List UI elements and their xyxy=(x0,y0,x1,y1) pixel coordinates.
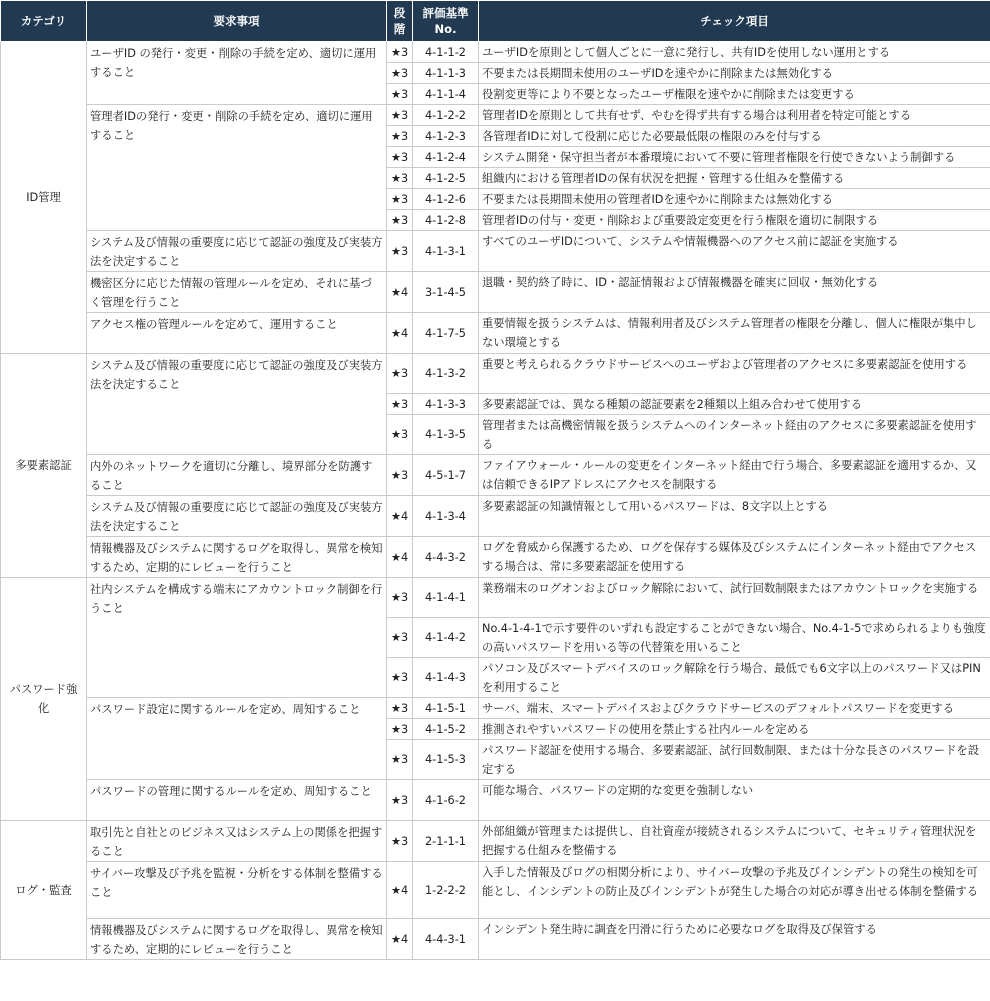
criteria-no-cell: 4-1-5-1 xyxy=(413,698,479,719)
table-row xyxy=(1,42,990,63)
check-item-cell: 多要素認証では、異なる種類の認証要素を2種類以上組み合わせて使用する xyxy=(479,394,990,415)
table-row xyxy=(1,821,990,862)
check-item-cell: No.4-1-4-1で示す要件のいずれも設定することができない場合、No.4-1-5で求められるよりも強度の高いパスワードを用いる等の代替策を用いること xyxy=(479,618,990,658)
criteria-no-cell: 4-1-2-6 xyxy=(413,189,479,210)
requirement-cell: システム及び情報の重要度に応じて認証の強度及び実装方法を決定すること xyxy=(87,496,387,537)
requirement-cell: ユーザID の発行・変更・削除の手続を定め、適切に運用すること xyxy=(87,42,387,105)
header-category: カテゴリ xyxy=(1,1,87,42)
table-row xyxy=(1,105,990,126)
category-cell: 多要素認証 xyxy=(1,354,87,578)
criteria-no-cell: 4-1-3-2 xyxy=(413,354,479,394)
level-cell: ★3 xyxy=(387,658,413,698)
criteria-no-cell: 4-1-3-4 xyxy=(413,496,479,537)
level-cell: ★3 xyxy=(387,63,413,84)
check-item-cell: ファイアウォール・ルールの変更をインターネット経由で行う場合、多要素認証を適用するか、又は信頼できるIPアドレスにアクセスを制限する xyxy=(479,455,990,496)
criteria-no-cell: 4-1-2-3 xyxy=(413,126,479,147)
criteria-no-cell: 4-4-3-1 xyxy=(413,919,479,960)
requirement-cell: 取引先と自社とのビジネス又はシステム上の関係を把握すること xyxy=(87,821,387,862)
criteria-no-cell: 4-1-1-3 xyxy=(413,63,479,84)
level-cell: ★3 xyxy=(387,821,413,862)
level-cell: ★3 xyxy=(387,84,413,105)
criteria-no-cell: 3-1-4-5 xyxy=(413,272,479,313)
check-item-cell: 業務端末のログオンおよびロック解除において、試行回数制限またはアカウントロックを実施する xyxy=(479,578,990,618)
check-item-cell: 不要または長期間未使用のユーザIDを速やかに削除または無効化する xyxy=(479,63,990,84)
level-cell: ★3 xyxy=(387,231,413,272)
criteria-no-cell: 4-5-1-7 xyxy=(413,455,479,496)
check-item-cell: システム開発・保守担当者が本番環境において不要に管理者権限を行使できないよう制御する xyxy=(479,147,990,168)
level-cell: ★4 xyxy=(387,272,413,313)
check-item-cell: 各管理者IDに対して役割に応じた必要最低限の権限のみを付与する xyxy=(479,126,990,147)
level-cell: ★4 xyxy=(387,313,413,354)
category-cell: パスワード強化 xyxy=(1,578,87,821)
level-cell: ★3 xyxy=(387,147,413,168)
level-cell: ★3 xyxy=(387,740,413,780)
table-header xyxy=(1,1,990,42)
level-cell: ★4 xyxy=(387,862,413,919)
check-item-cell: 管理者または高機密情報を扱うシステムへのインターネット経由のアクセスに多要素認証を使用する xyxy=(479,415,990,455)
criteria-no-cell: 4-1-1-4 xyxy=(413,84,479,105)
check-item-cell: 推測されやすいパスワードの使用を禁止する社内ルールを定める xyxy=(479,719,990,740)
level-cell: ★3 xyxy=(387,719,413,740)
requirement-cell: システム及び情報の重要度に応じて認証の強度及び実装方法を決定すること xyxy=(87,231,387,272)
criteria-no-cell: 4-1-2-4 xyxy=(413,147,479,168)
criteria-no-cell: 2-1-1-1 xyxy=(413,821,479,862)
criteria-no-cell: 4-1-3-1 xyxy=(413,231,479,272)
check-item-cell: 管理者IDの付与・変更・削除および重要設定変更を行う権限を適切に制限する xyxy=(479,210,990,231)
criteria-no-cell: 4-1-4-2 xyxy=(413,618,479,658)
table-row xyxy=(1,537,990,578)
criteria-no-cell: 4-4-3-2 xyxy=(413,537,479,578)
criteria-no-cell: 4-1-4-1 xyxy=(413,578,479,618)
table-row xyxy=(1,496,990,537)
check-item-cell: 可能な場合、パスワードの定期的な変更を強制しない xyxy=(479,780,990,821)
requirement-cell: 社内システムを構成する端末にアカウントロック制御を行うこと xyxy=(87,578,387,698)
level-cell: ★3 xyxy=(387,455,413,496)
requirement-cell: 機密区分に応じた情報の管理ルールを定め、それに基づく管理を行うこと xyxy=(87,272,387,313)
check-item-cell: 重要情報を扱うシステムは、情報利用者及びシステム管理者の権限を分離し、個人に権限が集中しない環境とする xyxy=(479,313,990,354)
check-item-cell: パソコン及びスマートデバイスのロック解除を行う場合、最低でも6文字以上のパスワード又はPINを利用すること xyxy=(479,658,990,698)
header-level: 段階 xyxy=(387,1,413,42)
criteria-no-cell: 4-1-3-3 xyxy=(413,394,479,415)
criteria-no-cell: 4-1-7-5 xyxy=(413,313,479,354)
table-row xyxy=(1,919,990,960)
category-cell: ID管理 xyxy=(1,42,87,354)
level-cell: ★3 xyxy=(387,189,413,210)
check-item-cell: サーバ、端末、スマートデバイスおよびクラウドサービスのデフォルトパスワードを変更する xyxy=(479,698,990,719)
table-row xyxy=(1,231,990,272)
criteria-no-cell: 4-1-5-3 xyxy=(413,740,479,780)
table-row xyxy=(1,272,990,313)
table-row xyxy=(1,354,990,394)
criteria-no-cell: 4-1-2-5 xyxy=(413,168,479,189)
level-cell: ★3 xyxy=(387,618,413,658)
level-cell: ★3 xyxy=(387,210,413,231)
category-cell: ログ・監査 xyxy=(1,821,87,960)
requirement-cell: サイバー攻撃及び予兆を監視・分析をする体制を整備すること xyxy=(87,862,387,919)
criteria-no-cell: 4-1-3-5 xyxy=(413,415,479,455)
requirement-cell: 内外のネットワークを適切に分離し、境界部分を防護すること xyxy=(87,455,387,496)
level-cell: ★3 xyxy=(387,168,413,189)
check-item-cell: 入手した情報及びログの相関分析により、サイバー攻撃の予兆及びインシデントの発生の検知を可能とし、インシデントの防止及びインシデントが発生した場合の対応が導き出せる体制を整備する xyxy=(479,862,990,919)
check-item-cell: ログを脅威から保護するため、ログを保存する媒体及びシステムにインターネット経由でアクセスする場合は、常に多要素認証を使用する xyxy=(479,537,990,578)
table-row xyxy=(1,862,990,919)
check-item-cell: 多要素認証の知識情報として用いるパスワードは、8文字以上とする xyxy=(479,496,990,537)
level-cell: ★3 xyxy=(387,394,413,415)
criteria-no-cell: 1-2-2-2 xyxy=(413,862,479,919)
requirement-cell: パスワード設定に関するルールを定め、周知すること xyxy=(87,698,387,780)
criteria-no-cell: 4-1-6-2 xyxy=(413,780,479,821)
requirement-cell: 情報機器及びシステムに関するログを取得し、異常を検知するため、定期的にレビューを行うこと xyxy=(87,919,387,960)
level-cell: ★3 xyxy=(387,780,413,821)
check-item-cell: 退職・契約終了時に、ID・認証情報および情報機器を確実に回収・無効化する xyxy=(479,272,990,313)
level-cell: ★4 xyxy=(387,496,413,537)
level-cell: ★3 xyxy=(387,698,413,719)
header-criteria-no: 評価基準No. xyxy=(413,1,479,42)
check-item-cell: 重要と考えられるクラウドサービスへのユーザおよび管理者のアクセスに多要素認証を使用する xyxy=(479,354,990,394)
requirement-cell: アクセス権の管理ルールを定めて、運用すること xyxy=(87,313,387,354)
criteria-no-cell: 4-1-1-2 xyxy=(413,42,479,63)
criteria-no-cell: 4-1-5-2 xyxy=(413,719,479,740)
level-cell: ★3 xyxy=(387,578,413,618)
level-cell: ★3 xyxy=(387,415,413,455)
check-item-cell: ユーザIDを原則として個人ごとに一意に発行し、共有IDを使用しない運用とする xyxy=(479,42,990,63)
header-requirement: 要求事項 xyxy=(87,1,387,42)
level-cell: ★4 xyxy=(387,919,413,960)
criteria-no-cell: 4-1-4-3 xyxy=(413,658,479,698)
requirement-cell: システム及び情報の重要度に応じて認証の強度及び実装方法を決定すること xyxy=(87,354,387,455)
table-body xyxy=(1,42,990,960)
check-item-cell: 役割変更等により不要となったユーザ権限を速やかに削除または変更する xyxy=(479,84,990,105)
criteria-no-cell: 4-1-2-8 xyxy=(413,210,479,231)
requirement-cell: 管理者IDの発行・変更・削除の手続を定め、適切に運用すること xyxy=(87,105,387,231)
level-cell: ★3 xyxy=(387,354,413,394)
check-item-cell: パスワード認証を使用する場合、多要素認証、試行回数制限、または十分な長さのパスワードを設定する xyxy=(479,740,990,780)
table-row xyxy=(1,698,990,719)
check-item-cell: 組織内における管理者IDの保有状況を把握・管理する仕組みを整備する xyxy=(479,168,990,189)
check-item-cell: インシデント発生時に調査を円滑に行うために必要なログを取得及び保管する xyxy=(479,919,990,960)
check-item-cell: 不要または長期間未使用の管理者IDを速やかに削除または無効化する xyxy=(479,189,990,210)
table-row xyxy=(1,578,990,618)
table-row xyxy=(1,313,990,354)
level-cell: ★3 xyxy=(387,42,413,63)
table-row xyxy=(1,780,990,821)
level-cell: ★4 xyxy=(387,537,413,578)
requirement-cell: 情報機器及びシステムに関するログを取得し、異常を検知するため、定期的にレビューを行うこと xyxy=(87,537,387,578)
check-item-cell: 外部組織が管理または提供し、自社資産が接続されるシステムについて、セキュリティ管理状況を把握する仕組みを整備する xyxy=(479,821,990,862)
requirement-cell: パスワードの管理に関するルールを定め、周知すること xyxy=(87,780,387,821)
level-cell: ★3 xyxy=(387,105,413,126)
table-row xyxy=(1,455,990,496)
header-check-item: チェック項目 xyxy=(479,1,990,42)
level-cell: ★3 xyxy=(387,126,413,147)
check-item-cell: すべてのユーザIDについて、システムや情報機器へのアクセス前に認証を実施する xyxy=(479,231,990,272)
criteria-no-cell: 4-1-2-2 xyxy=(413,105,479,126)
check-item-cell: 管理者IDを原則として共有せず、やむを得ず共有する場合は利用者を特定可能とする xyxy=(479,105,990,126)
